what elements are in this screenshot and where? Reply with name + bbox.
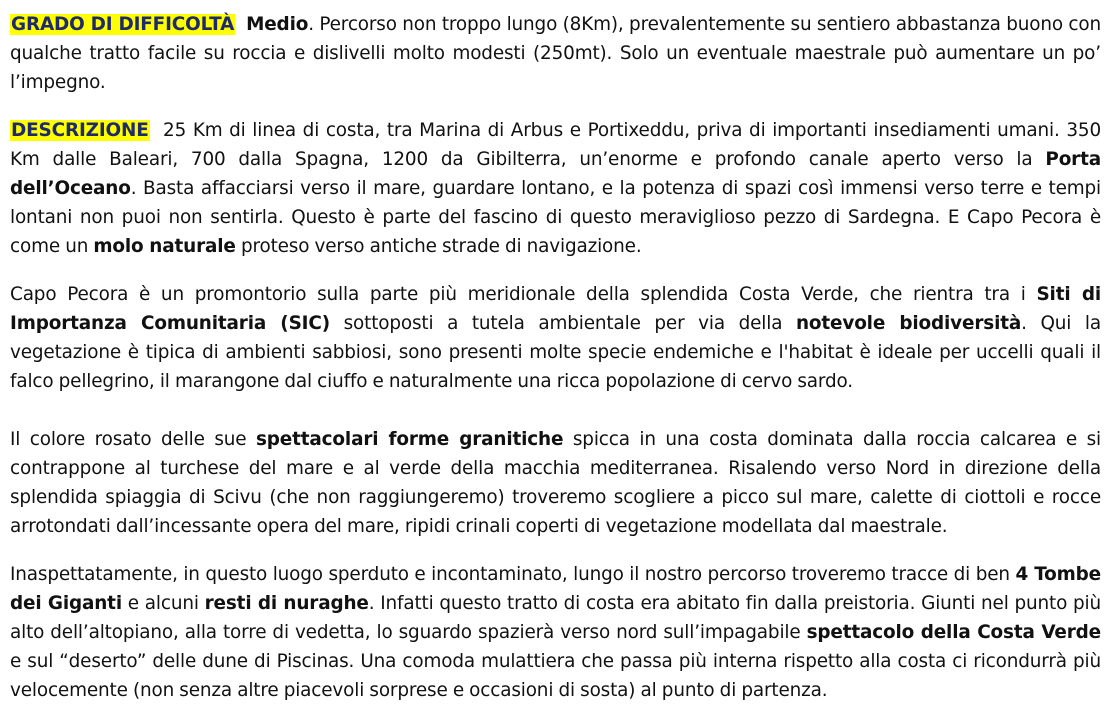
- description-paragraph: [10, 116, 1101, 261]
- sic-paragraph: [10, 280, 1101, 396]
- spacer: [10, 541, 1101, 560]
- difficulty-label: GRADO DI DIFFICOLTÀ: [11, 14, 235, 35]
- bold-run: molo naturale: [93, 236, 236, 257]
- text-run: . Basta affacciarsi verso il mare, guardare lontano, e la potenza di spazi così immensi verso terre e tempi lontani non puoi non sentirla. Questo è parte del fascino di questo meraviglioso pezzo di Sardegna. E Capo Pecora è come un: [10, 178, 1101, 257]
- text-run: . Qui la vegetazione è tipica di ambienti sabbiosi, sono presenti molte specie endemiche e l'habitat è ideale per uccelli quali il falco pellegrino, il marangone dal ciuffo e naturalmente una ricca popolazione di cervo sardo.: [10, 313, 1101, 392]
- difficulty-paragraph: [10, 10, 1101, 97]
- text-run: . Infatti questo tratto di costa era abitato fin dalla preistoria. Giunti nel punto più alto dell’altopiano, alla torre di vedetta, lo sguardo spazierà verso nord sull’impagabile: [10, 593, 1101, 643]
- bold-run: spettacolari forme granitiche: [256, 429, 564, 450]
- granite-paragraph: [10, 425, 1101, 541]
- bold-run: 4 Tombe dei Giganti: [10, 564, 1101, 614]
- text-run: e alcuni: [121, 593, 205, 614]
- text-run: Capo Pecora è un promontorio sulla parte più meridionale della splendida Costa Verde, che rientra tra i: [10, 284, 1037, 305]
- giants-paragraph: [10, 560, 1101, 705]
- description-label: DESCRIZIONE: [11, 120, 149, 141]
- text-run: spicca in una costa dominata dalla roccia calcarea e si contrappone al turchese del mare e al verde della macchia mediterranea. Risalendo verso Nord in direzione della splendida spiaggia di Scivu (che non raggiungeremo) troveremo scogliere a picco sul mare, calette di ciottoli e rocce arrotondati dall’incessante opera del mare, ripidi crinali coperti di vegetazione modellata dal maestrale.: [10, 429, 1101, 537]
- text-run: Inaspettatamente, in questo luogo sperduto e incontaminato, lungo il nostro percorso troveremo tracce di ben: [10, 564, 1016, 585]
- spacer: [10, 396, 1101, 425]
- bold-run: spettacolo della Costa Verde: [806, 622, 1101, 643]
- text-run: proteso verso antiche strade di navigazione.: [235, 236, 642, 257]
- difficulty-text: . Percorso non troppo lungo (8Km), prevalentemente su sentiero abbastanza buono con qualche tratto facile su roccia e dislivelli molto modesti (250mt). Solo un eventuale maestrale può aumentare un po’ l’impegno.: [10, 14, 1101, 93]
- text-run: Il colore rosato delle sue: [10, 429, 256, 450]
- difficulty-level: Medio: [246, 14, 309, 35]
- bold-run: Siti di Importanza Comunitaria (SIC): [10, 284, 1101, 334]
- bold-run: Porta dell’Oceano: [10, 149, 1101, 199]
- bold-run: notevole biodiversità: [795, 313, 1022, 334]
- spacer: [10, 261, 1101, 280]
- text-run: 25 Km di linea di costa, tra Marina di Arbus e Portixeddu, priva di importanti insediamenti umani. 350 Km dalle Baleari, 700 dalla Spagna, 1200 da Gibilterra, un’enorme e profondo canale aperto verso la: [10, 120, 1101, 170]
- text-run: sottoposti a tutela ambientale per via della: [329, 313, 796, 334]
- text-run: e sul “deserto” delle dune di Piscinas. Una comoda mulattiera che passa più interna rispetto alla costa ci ricondurrà più velocemente (non senza altre piacevoli sorprese e occasioni di sosta) al punto di partenza.: [10, 651, 1101, 701]
- bold-run: resti di nuraghe: [204, 593, 369, 614]
- spacer: [10, 97, 1101, 116]
